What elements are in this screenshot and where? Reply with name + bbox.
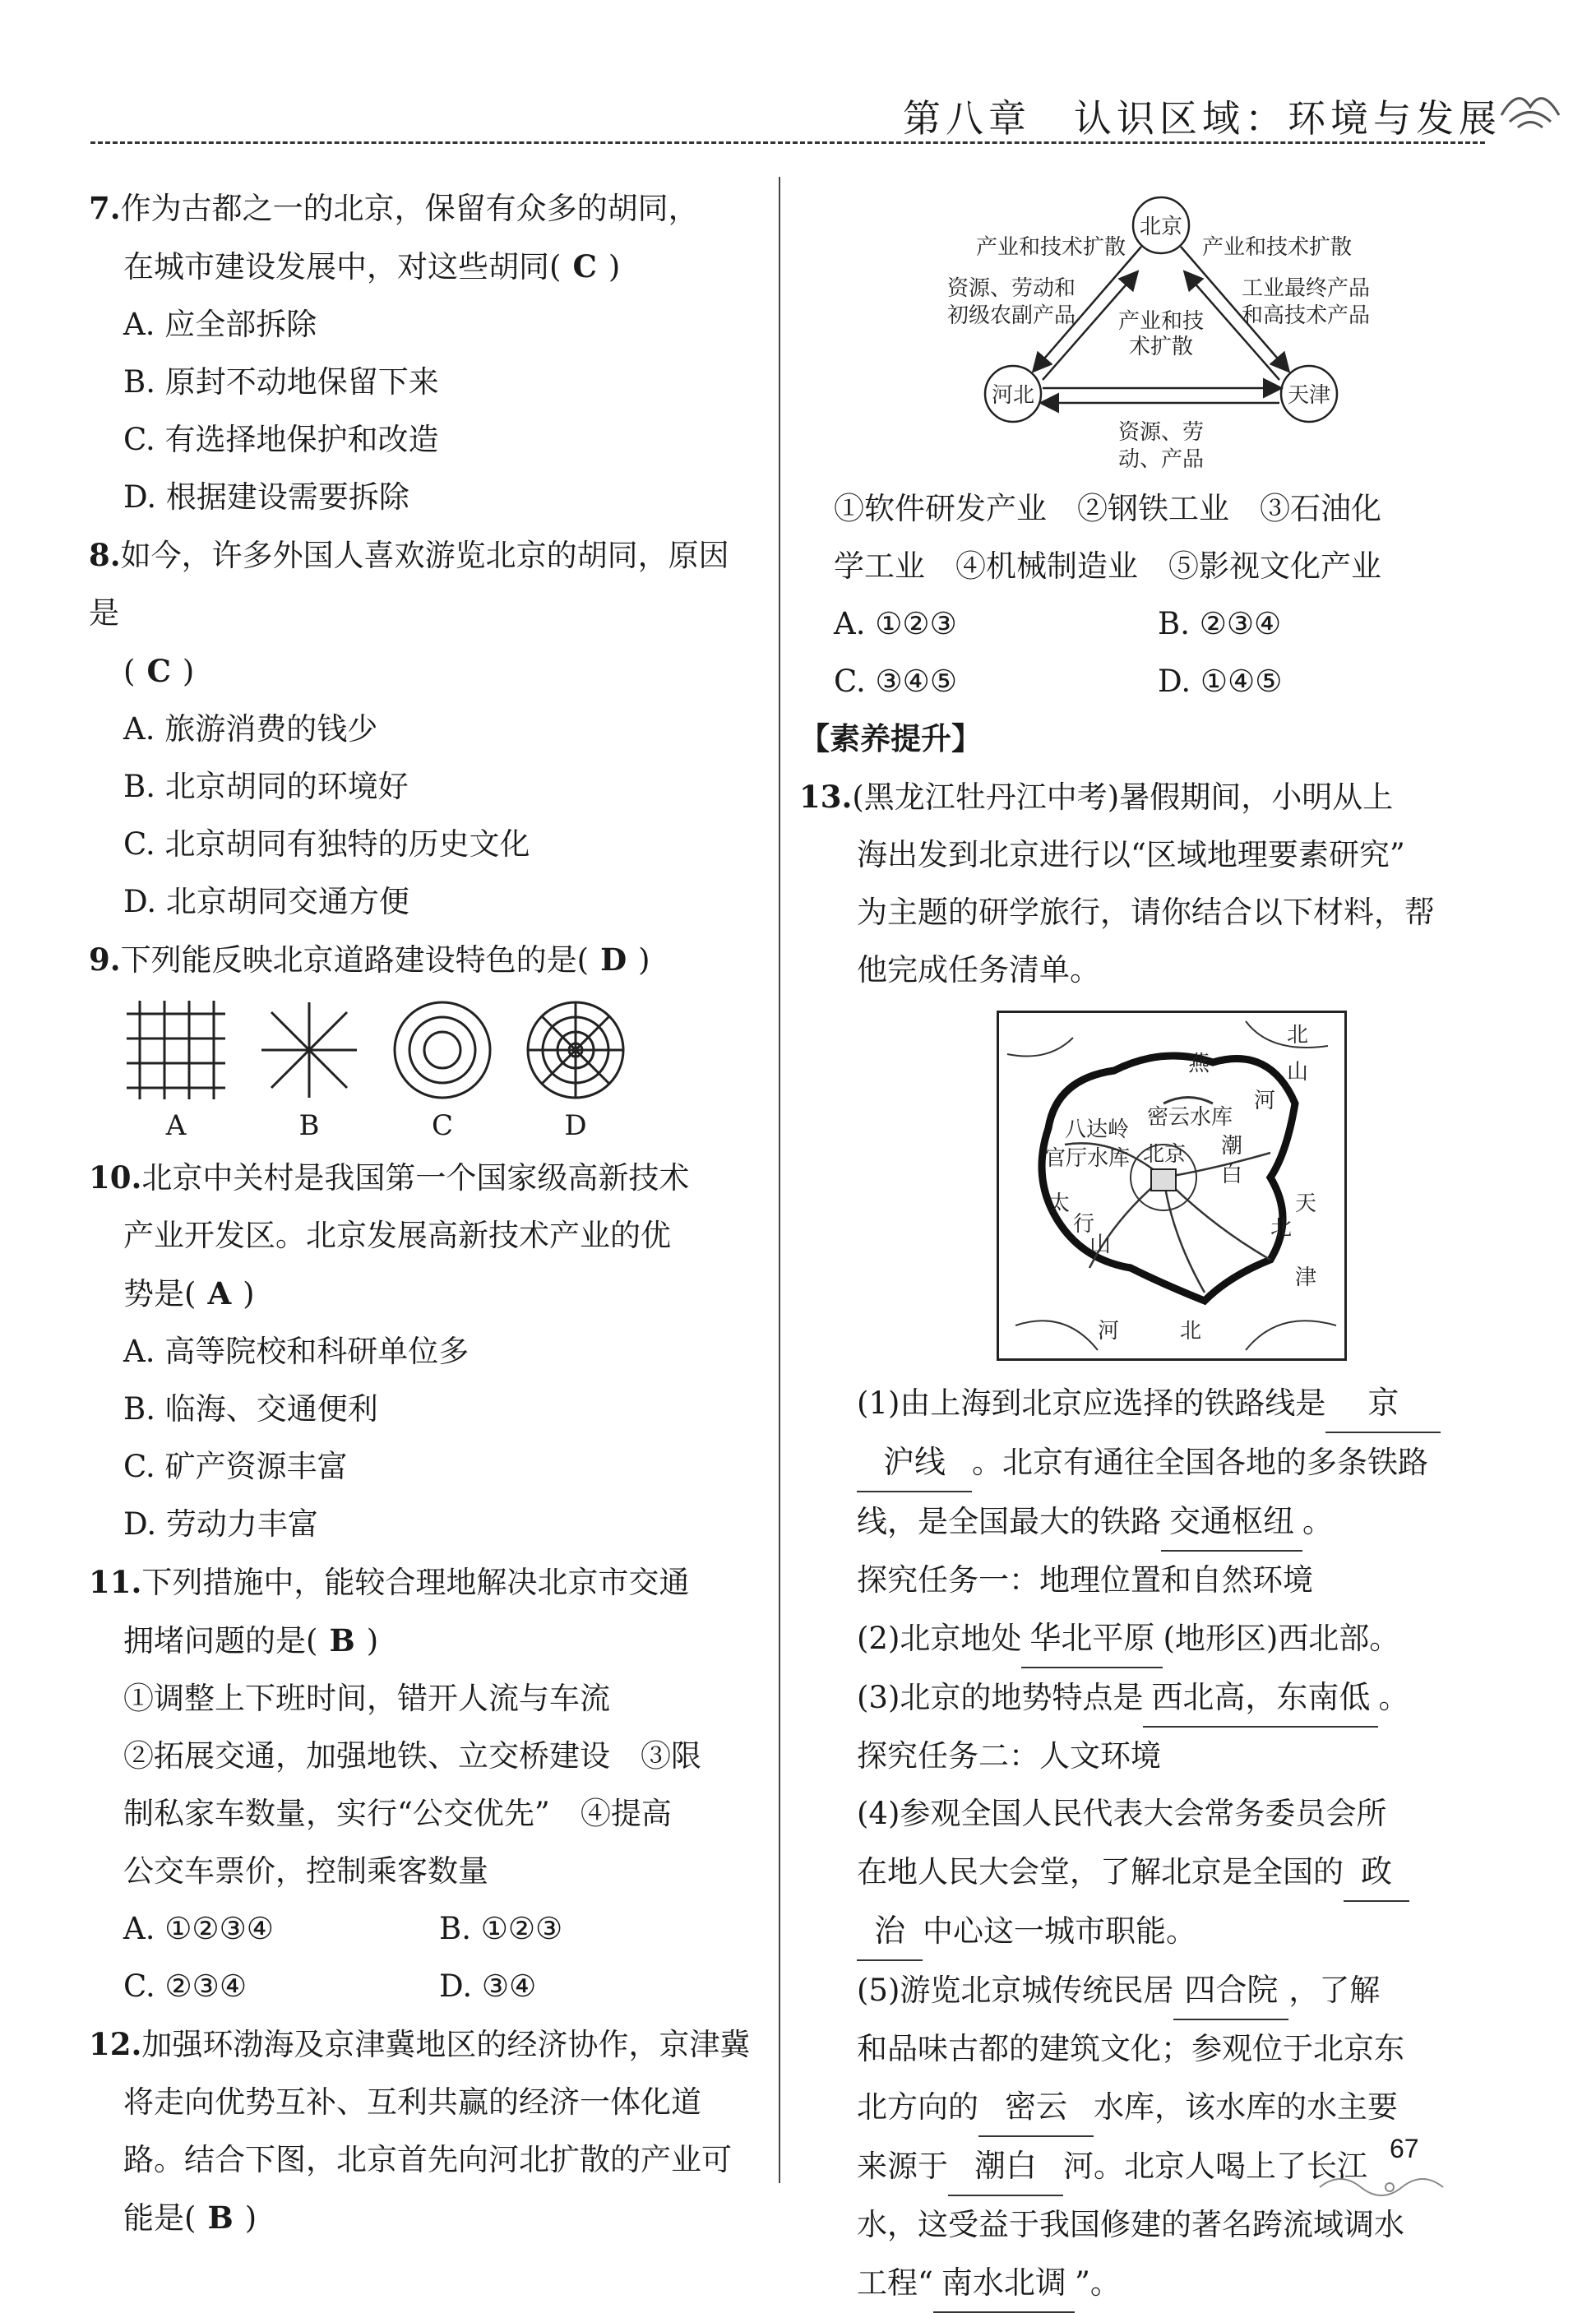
map-label: 天: [1295, 1191, 1317, 1216]
part-text: (地形区)西北部。: [1163, 1621, 1400, 1656]
part-text: ，了解: [1288, 1973, 1381, 2008]
question-11: [89, 1553, 755, 2015]
question-stem: 作为古都之一的北京，保留有众多的胡同，: [120, 191, 699, 226]
option: A. 旅游消费的钱少: [123, 711, 378, 747]
flow-label: 动、产品: [1117, 447, 1205, 472]
question-stem: 为主题的研学旅行，请你结合以下材料，帮: [857, 895, 1435, 930]
part-text: 水库，该水库的水主要: [1094, 2089, 1398, 2125]
part-text: (3)北京的地势特点是: [857, 1680, 1144, 1715]
flow-label: 资源、劳动和: [947, 276, 1076, 301]
option: B. 临海、交通便利: [123, 1391, 378, 1427]
option: C. ②③④: [123, 1968, 247, 2004]
option: B. ①②③: [439, 1911, 563, 1946]
part-5-cont: 和品味古都的建筑文化；参观位于北京东: [857, 2031, 1404, 2066]
question-stem: 他完成任务清单。: [857, 952, 1100, 988]
question-stem: 下列措施中，能较合理地解决北京市交通: [141, 1565, 690, 1600]
question-number: 9.: [89, 941, 121, 978]
measure-item: ②拓展交通，加强地铁、立交桥建设 ③限: [123, 1738, 701, 1774]
question-12: [89, 2015, 755, 2247]
section-heading: 【素养提升】: [799, 721, 982, 756]
question-stem: (黑龙江牡丹江中考)暑假期间，小明从上: [852, 779, 1394, 815]
option: A. ①②③: [834, 606, 957, 641]
part-4-cont: [799, 1902, 1482, 1961]
part-1: [799, 1374, 1482, 1433]
task-1: 探究任务一：地理位置和自然环境: [857, 1562, 1313, 1598]
part-text: (5)游览北京城传统民居: [857, 1973, 1174, 2008]
measure-item: 制私家车数量，实行“公交优先” ④提高: [123, 1796, 672, 1831]
question-number: 12.: [89, 2026, 142, 2062]
option: A. 应全部拆除: [123, 307, 317, 342]
paren-close: ): [182, 654, 195, 689]
question-stem: 势是(: [123, 1276, 197, 1311]
part-1-cont: [799, 1492, 1482, 1552]
map-label: 官厅水库: [1044, 1146, 1131, 1171]
option: C. 矿产资源丰富: [123, 1449, 348, 1484]
ornament-icon: [1497, 82, 1563, 132]
beijing-map: [997, 1011, 1347, 1361]
answer-blank: 京: [1325, 1374, 1441, 1433]
question-stem: 海出发到北京进行以“区域地理要素研究”: [857, 837, 1405, 872]
map-label: 燕: [1188, 1052, 1210, 1076]
option: D. ③④: [439, 1968, 537, 2004]
figure-label: B: [298, 1109, 320, 1142]
map-label: 山: [1089, 1233, 1112, 1257]
question-stem: 将走向优势互补、互利共赢的经济一体化道: [123, 2084, 701, 2120]
figure-label: D: [564, 1109, 587, 1142]
measure-item: ①调整上下班时间，错开人流与车流: [123, 1681, 610, 1716]
measure-item: 公交车票价，控制乘客数量: [123, 1853, 488, 1889]
task-2: 探究任务二：人文环境: [857, 1738, 1161, 1774]
answer: B: [329, 1622, 355, 1658]
paren-close: ): [366, 1623, 379, 1658]
question-stem: 加强环渤海及京津冀地区的经济协作，京津冀: [141, 2027, 751, 2062]
option: A. ①②③④: [123, 1911, 274, 1946]
question-stem: 如今，许多外国人喜欢游览北京的胡同，原因是: [89, 538, 729, 631]
map-label: 北: [1287, 1023, 1309, 1048]
grid-road-icon: [123, 997, 229, 1103]
question-8: [89, 526, 755, 931]
part-2: [799, 1609, 1482, 1668]
page-header: [0, 0, 1596, 148]
option: C. 北京胡同有独特的历史文化: [123, 826, 530, 862]
part-text: 。: [1378, 1680, 1409, 1715]
map-label: 河: [1254, 1089, 1276, 1113]
map-label: 津: [1295, 1265, 1317, 1290]
option: A. 高等院校和科研单位多: [123, 1334, 470, 1369]
question-10: [89, 1149, 755, 1553]
map-label: 北: [1180, 1319, 1202, 1344]
question-9: [89, 931, 755, 1149]
beijing-map-figure: [999, 1013, 1344, 1358]
option: D. 根据建设需要拆除: [123, 479, 409, 515]
figure-label: C: [431, 1109, 453, 1142]
map-label: 白: [1221, 1163, 1243, 1187]
paren-close: ): [608, 249, 621, 284]
node-label: 北京: [1139, 215, 1183, 239]
question-stem: 在城市建设发展中，对这些胡同(: [123, 249, 562, 284]
chapter-title: 第八章 认识区域：环境与发展: [903, 96, 1501, 141]
flow-label: 初级农副产品: [947, 303, 1076, 328]
page-number: 67: [1390, 2134, 1419, 2163]
option: C. ③④⑤: [834, 664, 958, 699]
answer: B: [207, 2200, 234, 2236]
option: D. 劳动力丰富: [123, 1506, 318, 1542]
part-4-cont: [799, 1843, 1482, 1902]
part-text: ”。: [1074, 2265, 1121, 2301]
left-column: [89, 179, 755, 2247]
part-text: 线，是全国最大的铁路: [857, 1504, 1161, 1539]
part-text: 。: [1302, 1504, 1334, 1539]
option: D. ①④⑤: [1158, 664, 1283, 699]
road-figure-ring-radial: [523, 997, 628, 1149]
industry-items: 学工业 ④机械制造业 ⑤影视文化产业: [834, 548, 1381, 584]
options-grid: [799, 595, 1482, 710]
part-5-cont: [799, 2078, 1482, 2137]
figure-label: A: [165, 1109, 187, 1142]
question-7: [89, 179, 755, 526]
flow-label: 和高技术产品: [1242, 303, 1371, 328]
answer-blank: 密云: [978, 2078, 1094, 2137]
road-pattern-figures: [123, 997, 755, 1149]
part-5-cont: 水，这受益于我国修建的著名跨流域调水: [857, 2207, 1404, 2242]
node-label: 河北: [991, 383, 1035, 408]
map-label: 八达岭: [1065, 1117, 1130, 1142]
option: D. 北京胡同交通方便: [123, 884, 409, 919]
question-stem: 产业开发区。北京发展高新技术产业的优: [123, 1218, 671, 1253]
map-label: 太: [1048, 1191, 1071, 1216]
question-number: 8.: [89, 537, 121, 573]
answer-blank: 西北高，东南低: [1143, 1668, 1378, 1728]
paren-close: ): [243, 1276, 255, 1311]
paren-close: ): [244, 2200, 257, 2236]
part-5: [799, 1961, 1482, 2020]
answer: C: [146, 653, 171, 689]
flow-label: 术扩散: [1128, 335, 1194, 359]
flow-label: 产业和技术扩散: [976, 235, 1126, 260]
map-label: 行: [1073, 1212, 1095, 1237]
answer-blank: 政: [1344, 1843, 1409, 1902]
map-label: 北: [1270, 1216, 1293, 1241]
question-number: 11.: [89, 1564, 142, 1600]
flow-label: 资源、劳: [1117, 420, 1205, 445]
option: B. ②③④: [1158, 606, 1282, 641]
question-number: 13.: [799, 779, 853, 815]
industry-flow-diagram: [873, 184, 1449, 480]
answer-blank: 潮白: [948, 2137, 1063, 2196]
question-stem: 北京中关村是我国第一个国家级高新技术: [141, 1160, 690, 1196]
header-rule: [90, 141, 1485, 144]
map-label: 河: [1098, 1319, 1120, 1344]
part-text: 河。北京人喝上了长江: [1063, 2149, 1367, 2184]
answer-blank: 华北平原: [1021, 1609, 1163, 1668]
jing-jin-ji-diagram: [873, 184, 1449, 480]
column-divider: [779, 177, 780, 2183]
node-label: 天津: [1287, 383, 1331, 408]
question-number: 10.: [89, 1159, 142, 1196]
answer-blank: 沪线: [857, 1433, 972, 1492]
part-1-cont: [799, 1433, 1482, 1492]
ring-radial-road-icon: [523, 997, 628, 1103]
part-text: 。北京有通往全国各地的多条铁路: [972, 1445, 1428, 1480]
radial-road-icon: [257, 997, 362, 1103]
option: C. 有选择地保护和改造: [123, 422, 439, 457]
part-text: 在地人民大会堂，了解北京是全国的: [857, 1854, 1344, 1890]
part-text: 中心这一城市职能。: [923, 1913, 1196, 1949]
option: B. 北京胡同的环境好: [123, 769, 409, 804]
question-stem: 路。结合下图，北京首先向河北扩散的产业可: [123, 2142, 732, 2177]
road-figure-rings: [390, 997, 495, 1149]
option: B. 原封不动地保留下来: [123, 364, 439, 400]
industry-items: ①软件研发产业 ②钢铁工业 ③石油化: [834, 491, 1381, 526]
question-stem: 能是(: [123, 2200, 197, 2236]
flow-label: 工业最终产品: [1242, 276, 1371, 301]
road-figure-radial: [257, 997, 362, 1149]
paren-close: ): [638, 942, 650, 978]
part-text: 来源于: [857, 2149, 948, 2184]
part-text: 工程“: [857, 2265, 933, 2301]
options-grid: [89, 1900, 755, 2015]
flow-label: 产业和技术扩散: [1202, 235, 1353, 260]
answer: D: [600, 941, 627, 978]
map-label: 密云水库: [1147, 1105, 1233, 1130]
question-stem: 下列能反映北京道路建设特色的是(: [120, 942, 590, 978]
flow-label: 产业和技: [1117, 309, 1205, 334]
road-figure-grid: [123, 997, 229, 1149]
part-3: [799, 1668, 1482, 1728]
map-label: 北京: [1143, 1142, 1187, 1167]
question-13: [799, 768, 1482, 2313]
answer-blank: 治: [857, 1902, 923, 1961]
part-text: 北方向的: [857, 2089, 978, 2125]
question-stem: 拥堵问题的是(: [123, 1623, 318, 1658]
part-text: (2)北京地处: [857, 1621, 1022, 1656]
answer: A: [207, 1275, 232, 1311]
answer-blank: 交通枢纽: [1161, 1492, 1302, 1552]
map-label: 潮: [1221, 1134, 1243, 1159]
answer-blank: 四合院: [1173, 1961, 1288, 2020]
paren-open: (: [123, 654, 136, 689]
answer: C: [572, 248, 597, 284]
question-number: 7.: [89, 190, 121, 226]
page-ornament-icon: [1316, 2171, 1464, 2204]
part-4: (4)参观全国人民代表大会常务委员会所: [857, 1796, 1387, 1831]
part-text: (1)由上海到北京应选择的铁路线是: [857, 1385, 1326, 1421]
part-5-cont: [799, 2254, 1482, 2313]
map-label: 山: [1287, 1060, 1309, 1085]
ring-road-icon: [390, 997, 495, 1103]
right-column: [799, 179, 1482, 2313]
answer-blank: 南水北调: [933, 2254, 1075, 2313]
